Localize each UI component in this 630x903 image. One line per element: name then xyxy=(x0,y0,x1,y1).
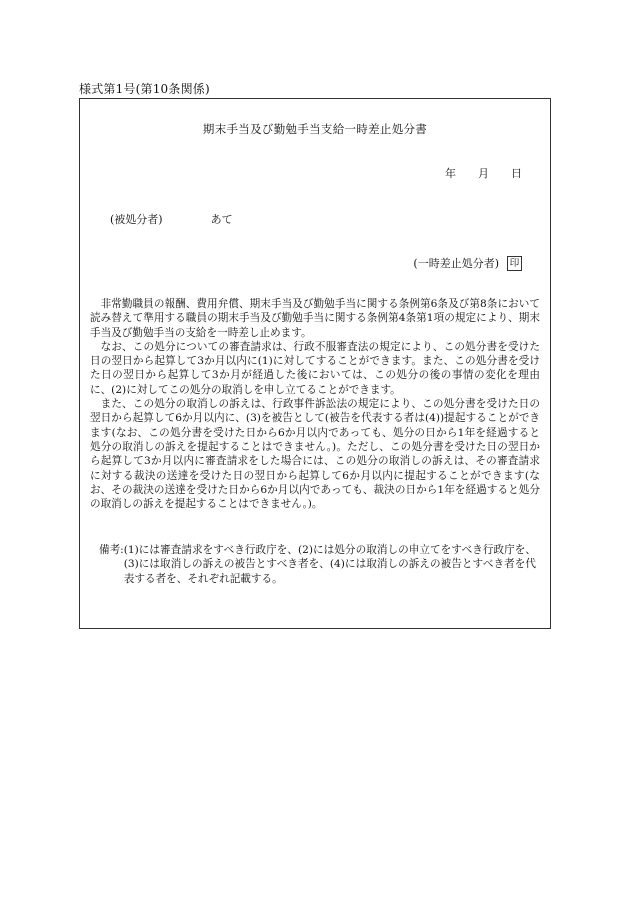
document-body xyxy=(90,297,540,511)
form-number-label: 様式第1号(第10条関係) xyxy=(79,82,210,96)
document-title: 期末手当及び勤勉手当支給一時差止処分書 xyxy=(202,122,428,136)
addressee-suffix: あて xyxy=(210,213,233,226)
addressee-name: (被処分者) xyxy=(110,213,163,226)
body-paragraph: なお、この処分についての審査請求は、行政不服審査法の規定により、この処分書を受けた日の翌日から起算して3か月以内に(1)に対してすることができます。また、この処分書を受けた日の翌日から起算して3か月が経過した後においては、この処分の後の事情の変化を理由に、(2)に対してこの処分の取消しを申し立てることができます。 xyxy=(90,340,540,396)
issuer-line xyxy=(413,255,522,271)
date-year: 年 xyxy=(445,167,456,180)
addressee-line xyxy=(110,211,233,227)
body-paragraph: また、この処分の取消しの訴えは、行政事件訴訟法の規定により、この処分書を受けた日の翌日から起算して6か月以内に、(3)を被告として(被告を代表する者は(4))提起することができます(なお、この処分書を受けた日から6か月以内であっても、処分の日から1年を経過すると処分の取消しの訴えを提起することはできません。)。ただし、この処分書を受けた日の翌日から起算して3か月以内に審査請求をした場合には、この処分の取消しの訴えは、その審査請求に対する裁決の送達を受けた日の翌日から起算して6か月以内に提起することができます(なお、その裁決の送達を受けた日から6か月以内であっても、裁決の日から1年を経過すると処分の取消しの訴えを提起することはできません。)。 xyxy=(90,398,540,511)
issuer-label: (一時差止処分者) xyxy=(413,257,499,270)
date-line xyxy=(445,165,522,181)
remarks-text: (1)には審査請求をすべき行政庁を、(2)には処分の取消しの申立てをすべき行政庁を、(3)には取消しの訴えの被告とすべき者を、(4)には取消しの訴えの被告とすべき者を代表する者を、それぞれ記載する。 xyxy=(123,544,536,585)
body-paragraph: 非常勤職員の報酬、費用弁償、期末手当及び勤勉手当に関する条例第6条及び第8条において読み替えて準用する職員の期末手当及び勤勉手当に関する条例第4条第1項の規定により、期末手当及び勤勉手当の支給を一時差し止めます。 xyxy=(90,298,540,339)
disposition-document xyxy=(79,98,551,629)
date-month: 月 xyxy=(478,167,489,180)
remarks-label: 備考: xyxy=(99,544,124,556)
date-day: 日 xyxy=(511,167,522,180)
seal-mark: 印 xyxy=(507,256,522,271)
remarks xyxy=(96,543,536,586)
